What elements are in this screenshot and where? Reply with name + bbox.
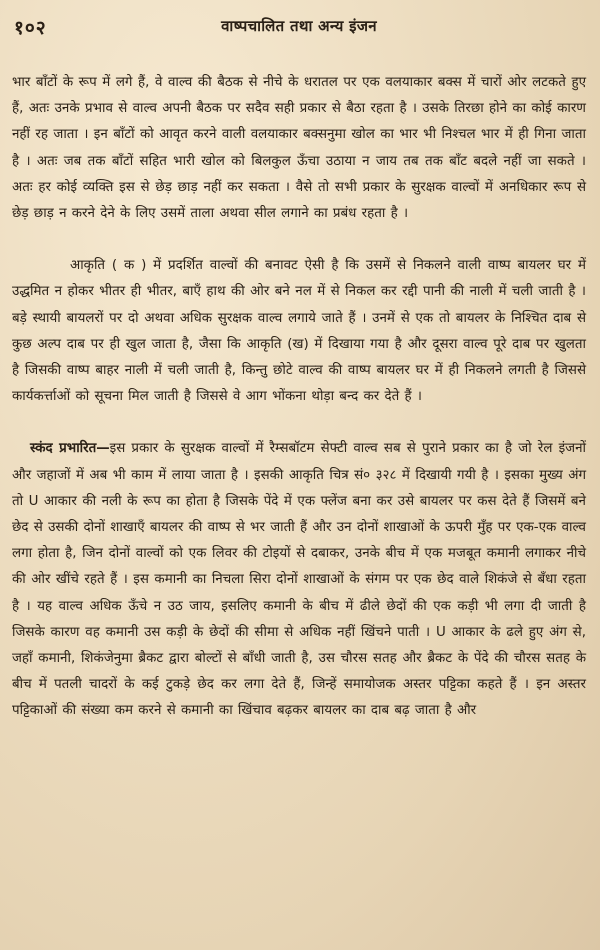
paragraph-2: आकृति ( क ) में प्रदर्शित वाल्वों की बनावट ऐसी है कि उसमें से निकलने वाली वाष्प बायलर घर में उद्धमित न होकर भीतर ही भीतर, बाएँ हाथ की ओर बने नल में से निकल कर रद्दी पानी की नाली में चली जाती है । बड़े स्थायी बायलरों पर दो अथवा अधिक सुरक्षक वाल्व लगाये जाते हैं । उनमें से एक तो बायलर के निश्चित दाब से कुछ अल्प दाब पर ही खुल जाता है, जैसा कि आकृति (ख) में दिखाया गया है और दूसरा वाल्व पूरे दाब पर खुलता है जिसकी वाष्प बाहर नाली में चली जाती है, किन्तु छोटे वाल्व की वाष्प बायलर घर में ही निकलने लगती है जिससे कार्यकर्त्ताओं को सूचना मिल जाती है जिससे वे आग भोंकना थोड़ा बन्द कर देते हैं ।	[12, 258, 586, 405]
page-number: १०२	[14, 17, 47, 39]
running-title: वाष्पचालित तथा अन्य इंजन	[221, 17, 377, 35]
paragraph-3-dash: —	[96, 441, 110, 457]
page-header	[12, 10, 586, 50]
paragraph-1: भार बाँटों के रूप में लगे हैं, वे वाल्व की बैठक से नीचे के धरातल पर एक वलयाकार बक्स में चारों ओर लटकते हुए हैं, अतः उनके प्रभाव से वाल्व अपनी बैठक पर सदैव सही प्रकार से बैठा रहता है । उसके तिरछा होने का कोई कारण नहीं रह जाता । इन बाँटों को आवृत करने वाली वलयाकार बक्सनुमा खोल का भार भी निश्चल भार में ही गिना जाता है । अतः जब तक बाँटों सहित भारी खोल को बिलकुल ऊँचा उठाया न जाय तब तक बाँट बदले नहीं जा सकते । अतः हर कोई व्यक्ति इस से छेड़ छाड़ नहीं कर सकता । वैसे तो सभी प्रकार के सुरक्षक वाल्वों में अनधिकार रूप से छेड़ छाड़ न करने देने के लिए उसमें ताला अथवा सील लगाने का प्रबंध रहता है ।	[12, 75, 586, 222]
paragraph-3-body: इस प्रकार के सुरक्षक वाल्वों में रैम्सबॉटम सेफ्टी वाल्व सब से पुराने प्रकार का है जो रेल इंजनों और जहाजों में अब भी काम में लाया जाता है । इसकी आकृति चित्र सं० ३२८ में दिखायी गयी है । इसका मुख्य अंग तो U आकार की नली के रूप का होता है जिसके पेंदे में एक फ्लेंज बना कर उसे बायलर पर कस देते हैं जिसमें बने छेद से उसकी दोनों शाखाएँ बायलर की वाष्प से भर जाती हैं और उन दोनों शाखाओं के ऊपरी मुँह पर एक-एक वाल्व लगा होता है, जिन दोनों वाल्वों को एक लिवर की टोइयों से दबाकर, उनके बीच में एक मजबूत कमानी लगाकर नीचे की ओर खींचे रहते हैं । इस कमानी का निचला सिरा दोनों शाखाओं के संगम पर एक छेद वाले शिकंजे से बँधा रहता है । यह वाल्व अधिक ऊँचे न उठ जाय, इसलिए कमानी के बीच में ढीले छेदों की एक कड़ी भी लगा दी जाती है जिसके कारण वह कमानी उस कड़ी के छेदों की सीमा से अधिक नहीं खिंचने पाती । U आकार के ढले हुए अंग से, जहाँ कमानी, शिकंजेनुमा ब्रैकट द्वारा बोल्टों से बाँधी जाती है, उस चौरस सतह और ब्रैकट के पेंदे की चौरस सतह के बीच में पतली चादरों के कई टुकड़े छेद कर लगा देते हैं, जिन्हें समायोजक अस्तर पट्टिका कहते हैं । इन अस्तर पट्टिकाओं की संख्या कम करने से कमानी का खिंचाव बढ़कर बायलर का दाब बढ़ जाता है और	[12, 441, 586, 719]
paragraph-3	[12, 436, 586, 724]
paragraph-3-run-in-heading: स्कंद प्रभारित	[30, 441, 97, 457]
